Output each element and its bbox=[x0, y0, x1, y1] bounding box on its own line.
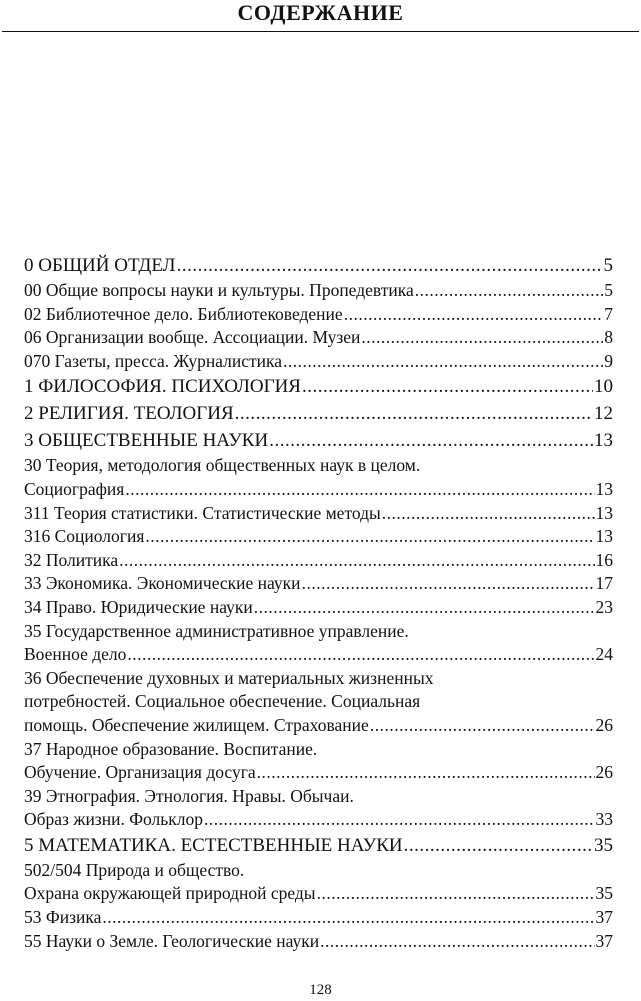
dot-leader bbox=[119, 549, 594, 573]
toc-entry-label: Социография bbox=[24, 478, 125, 499]
toc-entry-label: Образ жизни. Фольклор bbox=[24, 809, 203, 830]
toc-entry-label: 3 ОБЩЕСТВЕННЫЕ НАУКИ bbox=[24, 430, 269, 452]
toc-entry bbox=[24, 303, 613, 327]
toc-entry-page: 23 bbox=[595, 596, 613, 617]
toc-entry-label: 5 МАТЕМАТИКА. ЕСТЕСТВЕННЫЕ НАУКИ bbox=[24, 834, 403, 856]
toc-entry-label: 55 Науки о Земле. Геологические науки bbox=[24, 930, 320, 951]
toc-entry-row bbox=[24, 427, 613, 454]
toc-entry-page: 35 bbox=[595, 883, 613, 904]
toc-entry-row bbox=[24, 832, 613, 859]
toc-section bbox=[24, 252, 613, 279]
toc-section bbox=[24, 400, 613, 427]
toc-entry-label: 070 Газеты, пресса. Журналистика bbox=[24, 350, 282, 371]
toc-entry-label: 00 Общие вопросы науки и культуры. Пропедевтика bbox=[24, 280, 414, 300]
dot-leader bbox=[317, 882, 595, 906]
toc-entry bbox=[24, 738, 613, 785]
toc-entry-label: 2 РЕЛИГИЯ. ТЕОЛОГИЯ bbox=[24, 403, 234, 425]
dot-leader bbox=[102, 906, 594, 930]
toc-entry-label: 316 Социология bbox=[24, 526, 145, 547]
toc-entry bbox=[24, 667, 613, 738]
toc-entry-label: Обучение. Организация досуга bbox=[24, 762, 256, 783]
toc-entry-row bbox=[24, 303, 613, 327]
toc-entry-label: 02 Библиотечное дело. Библиотековедение bbox=[24, 303, 343, 324]
dot-leader bbox=[302, 373, 593, 400]
toc-entry-label: 0 ОБЩИЙ ОТДЕЛ bbox=[24, 255, 176, 276]
toc-entry-label: Военное дело bbox=[24, 644, 127, 665]
toc-entry-page: 9 bbox=[604, 350, 613, 371]
toc-entry-page: 16 bbox=[595, 549, 613, 570]
dot-leader bbox=[361, 326, 603, 350]
toc-entry-label: 33 Экономика. Экономические науки bbox=[24, 573, 301, 594]
toc-entry-row bbox=[24, 572, 613, 596]
toc-section bbox=[24, 832, 613, 859]
toc-entry bbox=[24, 596, 613, 620]
dot-leader bbox=[302, 572, 595, 596]
toc-entry-page: 12 bbox=[594, 403, 613, 425]
toc-entry-page: 37 bbox=[595, 907, 613, 928]
dot-leader bbox=[283, 350, 603, 374]
toc-entry-label: Охрана окружающей природной среды bbox=[24, 883, 316, 904]
toc-entry-row bbox=[24, 596, 613, 620]
toc-entry-page: 13 bbox=[595, 526, 613, 547]
toc-entry-label: помощь. Обеспечение жилищем. Страхование bbox=[24, 714, 369, 735]
dot-leader bbox=[254, 596, 595, 620]
toc-entry bbox=[24, 930, 613, 954]
toc-entry bbox=[24, 906, 613, 930]
toc-entry bbox=[24, 350, 613, 374]
toc-entry-page: 13 bbox=[595, 478, 613, 499]
page-title: СОДЕРЖАНИЕ bbox=[237, 0, 404, 25]
toc-entry-row bbox=[24, 882, 613, 906]
dot-leader bbox=[404, 832, 593, 859]
toc-entry-row bbox=[24, 373, 613, 400]
toc-entry-row bbox=[24, 930, 613, 954]
toc-entry-page: 13 bbox=[595, 502, 613, 523]
toc-entry-row bbox=[24, 279, 613, 303]
toc-entry-label: 311 Теория статистики. Статистические методы bbox=[24, 502, 381, 523]
toc-entry-row bbox=[24, 478, 613, 502]
title-rule bbox=[2, 31, 639, 32]
toc-entry-row bbox=[24, 761, 613, 785]
toc-entry-row bbox=[24, 525, 613, 549]
toc-entry-row bbox=[24, 350, 613, 374]
dot-leader bbox=[344, 303, 604, 327]
dot-leader bbox=[269, 427, 593, 454]
toc-entry bbox=[24, 859, 613, 906]
toc-entry bbox=[24, 502, 613, 526]
toc-entry-label: 1 ФИЛОСОФИЯ. ПСИХОЛОГИЯ bbox=[24, 376, 301, 398]
dot-leader bbox=[320, 930, 594, 954]
toc-entry-row bbox=[24, 549, 613, 573]
toc-entry-row bbox=[24, 326, 613, 350]
dot-leader bbox=[382, 502, 595, 526]
dot-leader bbox=[370, 714, 595, 738]
dot-leader bbox=[145, 525, 594, 549]
toc-entry-line: потребностей. Социальное обеспечение. Социальная bbox=[24, 691, 421, 712]
toc-entry-page: 26 bbox=[595, 762, 613, 783]
toc-entry-label: 53 Физика bbox=[24, 907, 102, 928]
toc-entry-line: 502/504 Природа и общество. bbox=[24, 859, 245, 880]
toc-entry-row bbox=[24, 808, 613, 832]
dot-leader bbox=[415, 279, 604, 303]
toc-entry-page: 8 bbox=[604, 327, 613, 348]
dot-leader bbox=[177, 252, 603, 279]
table-of-contents bbox=[24, 252, 613, 953]
toc-entry-page: 7 bbox=[604, 303, 613, 324]
toc-entry-label: 34 Право. Юридические науки bbox=[24, 596, 253, 617]
toc-entry-row bbox=[24, 714, 613, 738]
toc-entry-page: 5 bbox=[603, 255, 613, 276]
toc-entry-label: 06 Организации вообще. Ассоциации. Музеи bbox=[24, 327, 361, 348]
toc-entry-page: 33 bbox=[595, 809, 613, 830]
toc-entry-row bbox=[24, 252, 613, 279]
toc-entry-line: 37 Народное образование. Воспитание. bbox=[24, 738, 318, 759]
toc-entry-row bbox=[24, 906, 613, 930]
toc-entry bbox=[24, 549, 613, 573]
toc-entry bbox=[24, 572, 613, 596]
toc-entry-page: 37 bbox=[595, 930, 613, 951]
toc-entry-page: 17 bbox=[595, 573, 613, 594]
toc-entry-line: 36 Обеспечение духовных и материальных жизненных bbox=[24, 667, 434, 688]
dot-leader bbox=[125, 478, 594, 502]
toc-entry-page: 5 bbox=[604, 280, 613, 300]
toc-entry-page: 10 bbox=[594, 376, 613, 398]
toc-entry bbox=[24, 326, 613, 350]
toc-entry-page: 13 bbox=[594, 430, 613, 452]
toc-section bbox=[24, 427, 613, 454]
toc-entry-row bbox=[24, 400, 613, 427]
toc-entry-line: 30 Теория, методология общественных наук в целом. bbox=[24, 455, 421, 476]
dot-leader bbox=[257, 761, 595, 785]
toc-entry-label: 32 Политика bbox=[24, 549, 119, 570]
toc-entry bbox=[24, 454, 613, 501]
toc-section bbox=[24, 373, 613, 400]
toc-entry-line: 39 Этнография. Этнология. Нравы. Обычаи. bbox=[24, 785, 354, 806]
toc-entry-page: 26 bbox=[595, 714, 613, 735]
toc-entry-row bbox=[24, 502, 613, 526]
toc-entry-line: 35 Государственное административное управление. bbox=[24, 620, 409, 641]
page-number: 128 bbox=[309, 982, 332, 998]
toc-entry bbox=[24, 525, 613, 549]
toc-entry-page: 35 bbox=[594, 834, 613, 856]
toc-entry-row bbox=[24, 643, 613, 667]
toc-entry bbox=[24, 279, 613, 303]
dot-leader bbox=[235, 400, 593, 427]
dot-leader bbox=[127, 643, 594, 667]
dot-leader bbox=[204, 808, 595, 832]
toc-entry-page: 24 bbox=[595, 644, 613, 665]
toc-entry bbox=[24, 620, 613, 667]
toc-entry bbox=[24, 785, 613, 832]
